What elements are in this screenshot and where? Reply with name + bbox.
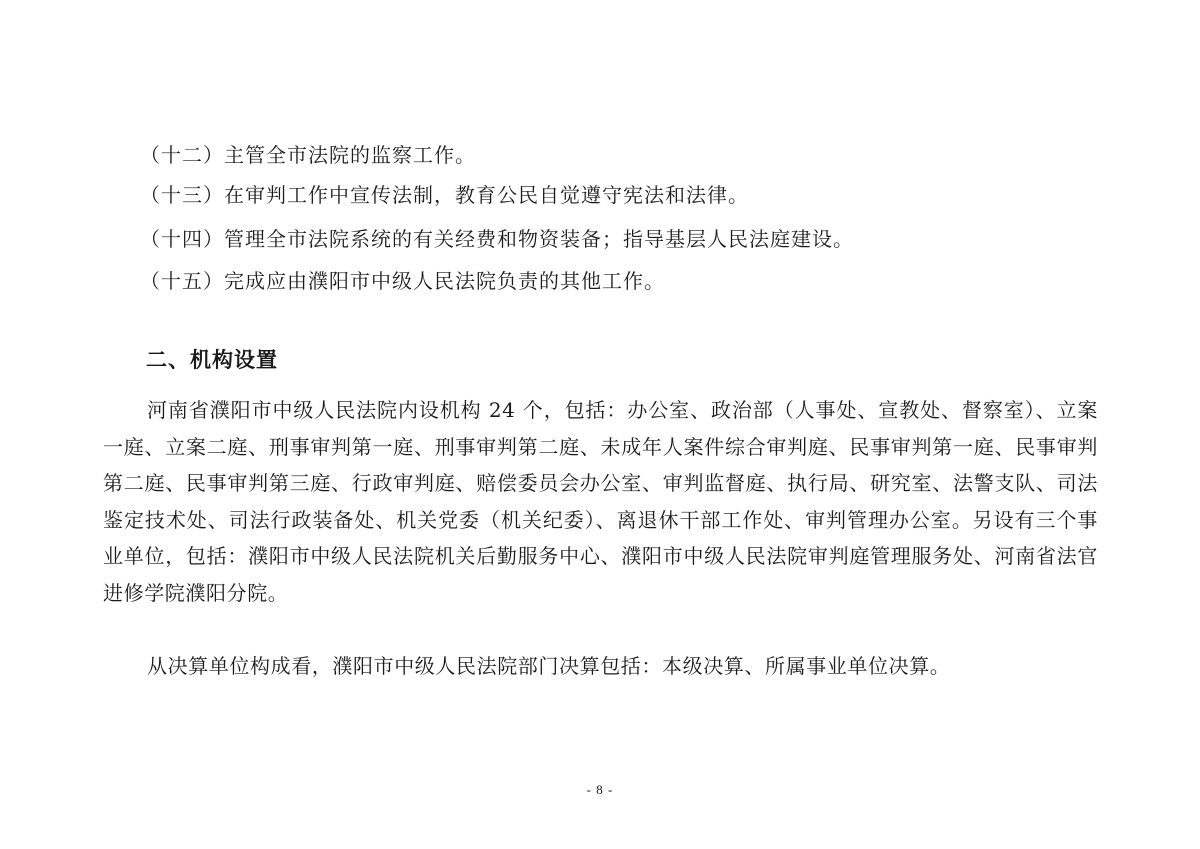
- paragraph-composition: 从决算单位构成看，濮阳市中级人民法院部门决算包括：本级决算、所属事业单位决算。: [147, 654, 951, 678]
- page-number: - 8 -: [586, 782, 614, 797]
- list-item-12: （十二）主管全市法院的监察工作。: [140, 143, 476, 167]
- list-item-15: （十五）完成应由濮阳市中级人民法院负责的其他工作。: [140, 269, 665, 293]
- paragraph-organization: 河南省濮阳市中级人民法院内设机构 24 个，包括：办公室、政治部（人事处、宣教处、督察室）、立案一庭、立案二庭、刑事审判第一庭、刑事审判第二庭、未成年人案件综合审判庭、民事审判第一庭、民事审判第二庭、民事审判第三庭、行政审判庭、赔偿委员会办公室、审判监督庭、执行局、研究室、法警支队、司法鉴定技术处、司法行政装备处、机关党委（机关纪委）、离退休干部工作处、审判管理办公室。另设有三个事业单位，包括：濮阳市中级人民法院机关后勤服务中心、濮阳市中级人民法院审判庭管理服务处、河南省法官进修学院濮阳分院。: [103, 398, 1098, 605]
- list-item-14: （十四）管理全市法院系统的有关经费和物资装备；指导基层人民法庭建设。: [140, 227, 854, 251]
- section-heading: 二、机构设置: [146, 348, 278, 372]
- list-item-13: （十三）在审判工作中宣传法制，教育公民自觉遵守宪法和法律。: [140, 183, 749, 207]
